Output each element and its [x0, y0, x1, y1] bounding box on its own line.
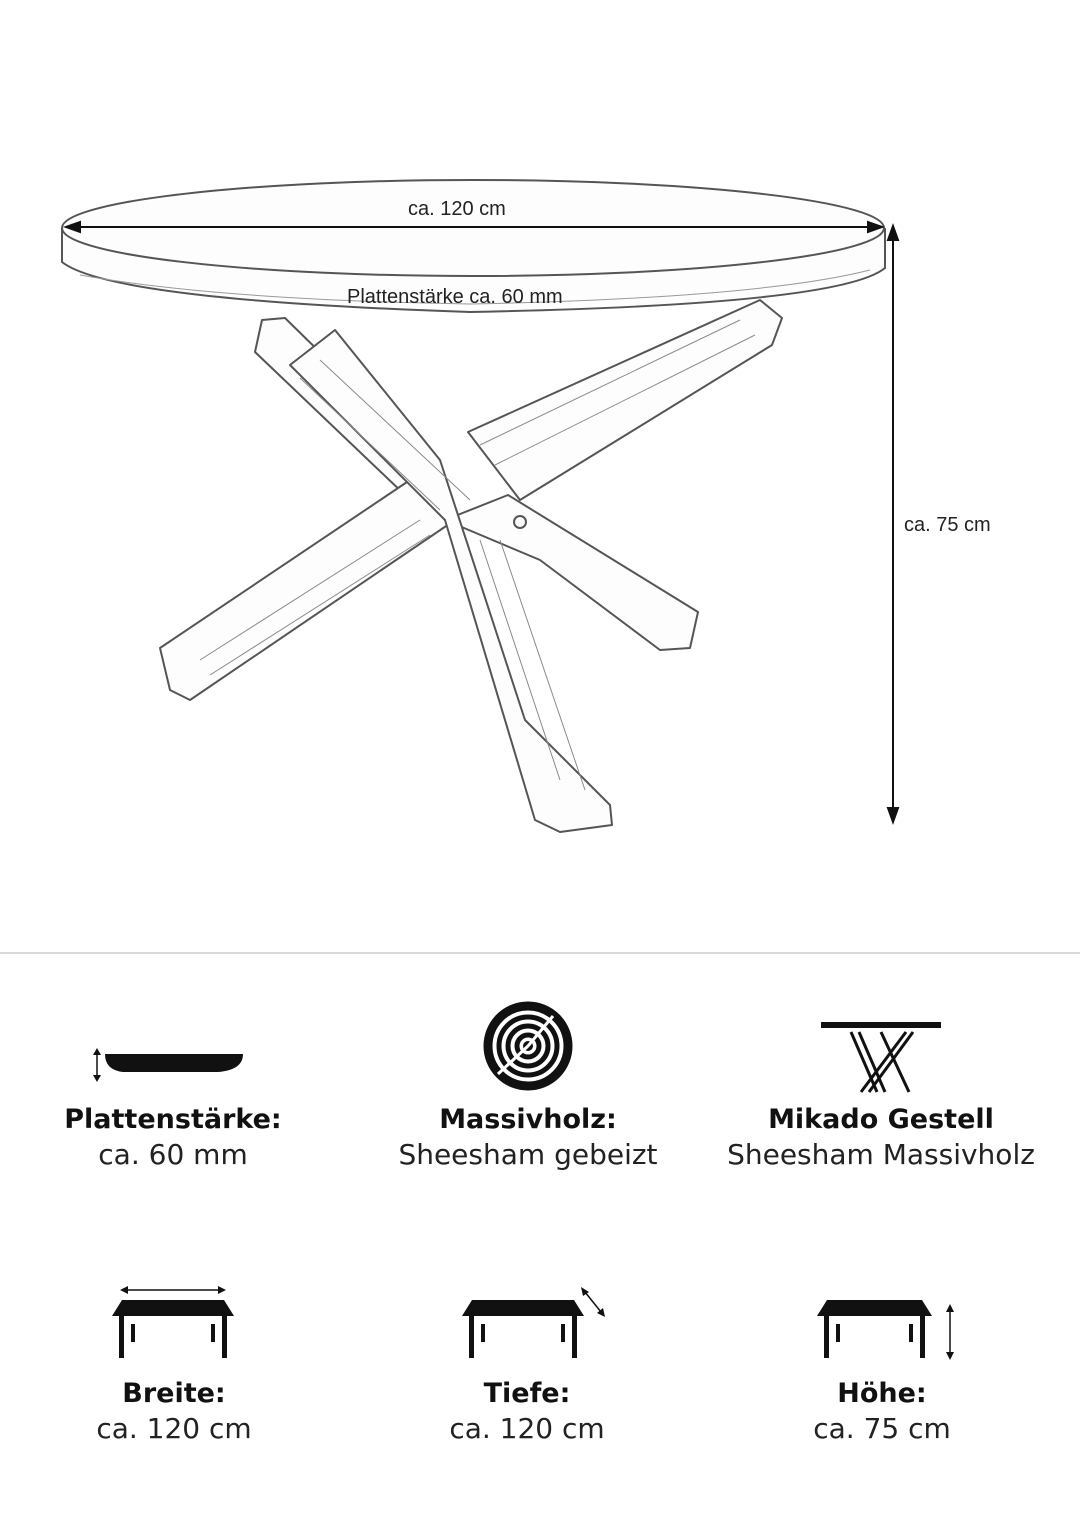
feature-value: Sheesham gebeizt	[398, 1138, 658, 1171]
feature-value: ca. 120 cm	[449, 1412, 605, 1445]
feature-value: ca. 60 mm	[98, 1138, 248, 1171]
feature-tiefe	[347, 1270, 707, 1470]
feature-title: Mikado Gestell	[768, 1104, 994, 1135]
feature-title: Breite:	[122, 1378, 226, 1409]
height-dimension-label: ca. 75 cm	[904, 514, 991, 536]
feature-value: Sheesham Massivholz	[727, 1138, 1035, 1171]
feature-mikado-gestell	[701, 1010, 1061, 1190]
feature-value: ca. 120 cm	[96, 1412, 252, 1445]
feature-title: Höhe:	[837, 1378, 927, 1409]
feature-massivholz	[348, 1010, 708, 1190]
table-height-icon	[702, 1280, 1062, 1370]
tabletop-thickness-icon	[0, 1040, 353, 1090]
feature-title: Massivholz:	[439, 1104, 617, 1135]
mikado-frame-icon	[701, 1020, 1061, 1100]
feature-breite	[0, 1270, 354, 1470]
wood-rings-icon	[348, 996, 708, 1096]
section-divider	[0, 952, 1080, 954]
feature-plattenstaerke	[0, 1010, 353, 1190]
feature-title: Plattenstärke:	[64, 1104, 282, 1135]
table-depth-icon	[347, 1280, 707, 1370]
feature-title: Tiefe:	[483, 1378, 571, 1409]
feature-hoehe	[702, 1270, 1062, 1470]
table-width-icon	[0, 1280, 354, 1370]
feature-value: ca. 75 cm	[813, 1412, 951, 1445]
width-dimension-label: ca. 120 cm	[408, 198, 506, 220]
thickness-dimension-label: Plattenstärke ca. 60 mm	[347, 286, 563, 308]
